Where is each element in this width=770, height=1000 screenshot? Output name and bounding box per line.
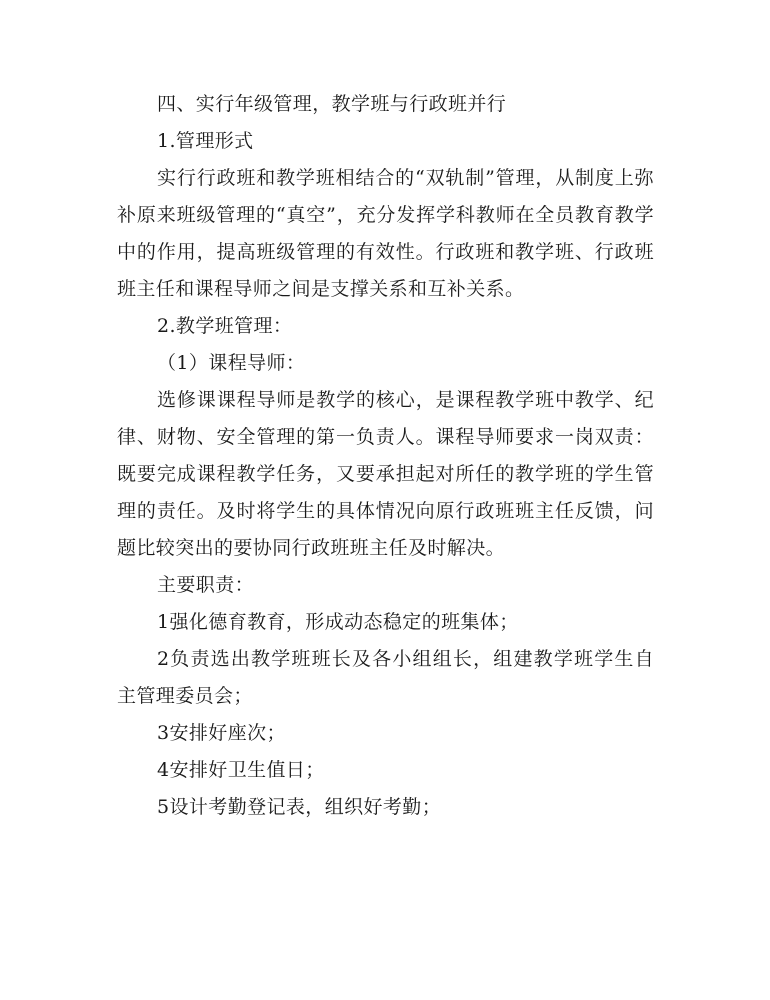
- duty-item-1: 1强化德育教育，形成动态稳定的班集体；: [157, 611, 519, 633]
- duty-item-4: 4安排好卫生值日；: [157, 759, 325, 781]
- section-heading: 四、实行年级管理，教学班与行政班并行: [157, 93, 507, 115]
- duty-item-2: 2负责选出教学班班长及各小组组长，组建教学班学生自主管理委员会；: [117, 648, 654, 707]
- duty-item-3: 3安排好座次；: [157, 722, 286, 744]
- subsection-heading-management-form: 1.管理形式: [157, 130, 254, 152]
- subsection-heading-teaching-class: 2.教学班管理：: [157, 315, 293, 337]
- duty-item-5: 5设计考勤登记表，组织好考勤；: [157, 796, 442, 818]
- body-paragraph-dual-track: 实行行政班和教学班相结合的“双轨制”管理，从制度上弥补原来班级管理的“真空”，充分发挥学科教师在全员教育教学中的作用，提高班级管理的有效性。行政班和教学班、行政班班主任和课程导师之间是支撑关系和互补关系。: [117, 167, 654, 300]
- duties-heading: 主要职责：: [157, 574, 255, 596]
- body-paragraph-course-tutor: 选修课课程导师是教学的核心，是课程教学班中教学、纪律、财物、安全管理的第一负责人。课程导师要求一岗双责：既要完成课程教学任务，又要承担起对所任的教学班的学生管理的责任。及时将学生的具体情况向原行政班班主任反馈，问题比较突出的要协同行政班班主任及时解决。: [117, 389, 654, 559]
- subsection-heading-course-tutor: （1）课程导师：: [157, 352, 306, 374]
